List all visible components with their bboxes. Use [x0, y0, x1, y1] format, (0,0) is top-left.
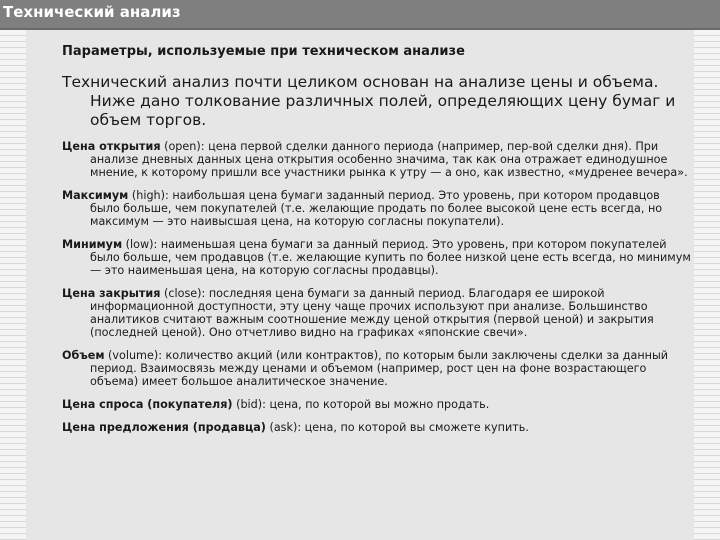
slide-content: [62, 44, 692, 444]
term-label: Цена открытия: [62, 140, 161, 153]
definition-close: [62, 287, 692, 339]
term-description: (open): цена первой сделки данного периода (например, пер-вой сделки дня). При анализе дневных данных цена открытия особенно значима, так как она отражает единодушное мнение, к которому пришли все участники рынка к утру — а оно, как известно, «мудренее вечера».: [90, 140, 688, 179]
term-description: (ask): цена, по которой вы сможете купить.: [265, 421, 529, 434]
definition-ask: [62, 421, 692, 434]
term-label: Цена закрытия: [62, 287, 161, 300]
term-label: Максимум: [62, 189, 129, 202]
definition-volume: [62, 349, 692, 388]
title-bar: [0, 0, 720, 30]
definition-low: [62, 238, 692, 277]
term-description: (volume): количество акций (или контрактов), по которым были заключены сделки за данный период. Взаимосвязь между ценами и объемом (например, рост цен на фоне возрастающего объема) имеет большое аналитическое значение.: [90, 349, 669, 388]
term-label: Цена спроса (покупателя): [62, 398, 233, 411]
left-stripe-decoration: [0, 0, 26, 540]
intro-paragraph: Технический анализ почти целиком основан на анализе цены и объема. Ниже дано толкование различных полей, определяющих цену бумаг и объем торгов.: [62, 73, 676, 129]
definition-high: [62, 189, 692, 228]
page-title: Технический анализ: [3, 3, 181, 21]
subtitle: Параметры, используемые при техническом анализе: [62, 44, 465, 59]
term-label: Объем: [62, 349, 105, 362]
term-description: (low): наименьшая цена бумаги за данный период. Это уровень, при котором покупателей было больше, чем продавцов (т.е. желающие купить по более низкой цене есть всегда, но минимум — это наименьшая цена, на которую согласны продавцы).: [90, 238, 691, 277]
term-description: (high): наибольшая цена бумаги заданный период. Это уровень, при котором продавцов было больше, чем покупателей (т.е. желающие продать по более высокой цене есть всегда, но максимум — это наивысшая цена, на которую согласны покупатели).: [90, 189, 663, 228]
right-stripe-decoration: [694, 0, 720, 540]
term-description: (close): последняя цена бумаги за данный период. Благодаря ее широкой информационной доступности, эту цену чаще прочих используют при анализе. Большинство аналитиков считают важным соотношение между ценой открытия (первой ценой) и закрытия (последней ценой). Оно отчетливо видно на графиках «японские свечи».: [90, 287, 654, 339]
term-label: Цена предложения (продавца): [62, 421, 266, 434]
term-label: Минимум: [62, 238, 123, 251]
definition-open: [62, 140, 692, 179]
definition-bid: [62, 398, 692, 411]
term-description: (bid): цена, по которой вы можно продать.: [232, 398, 490, 411]
